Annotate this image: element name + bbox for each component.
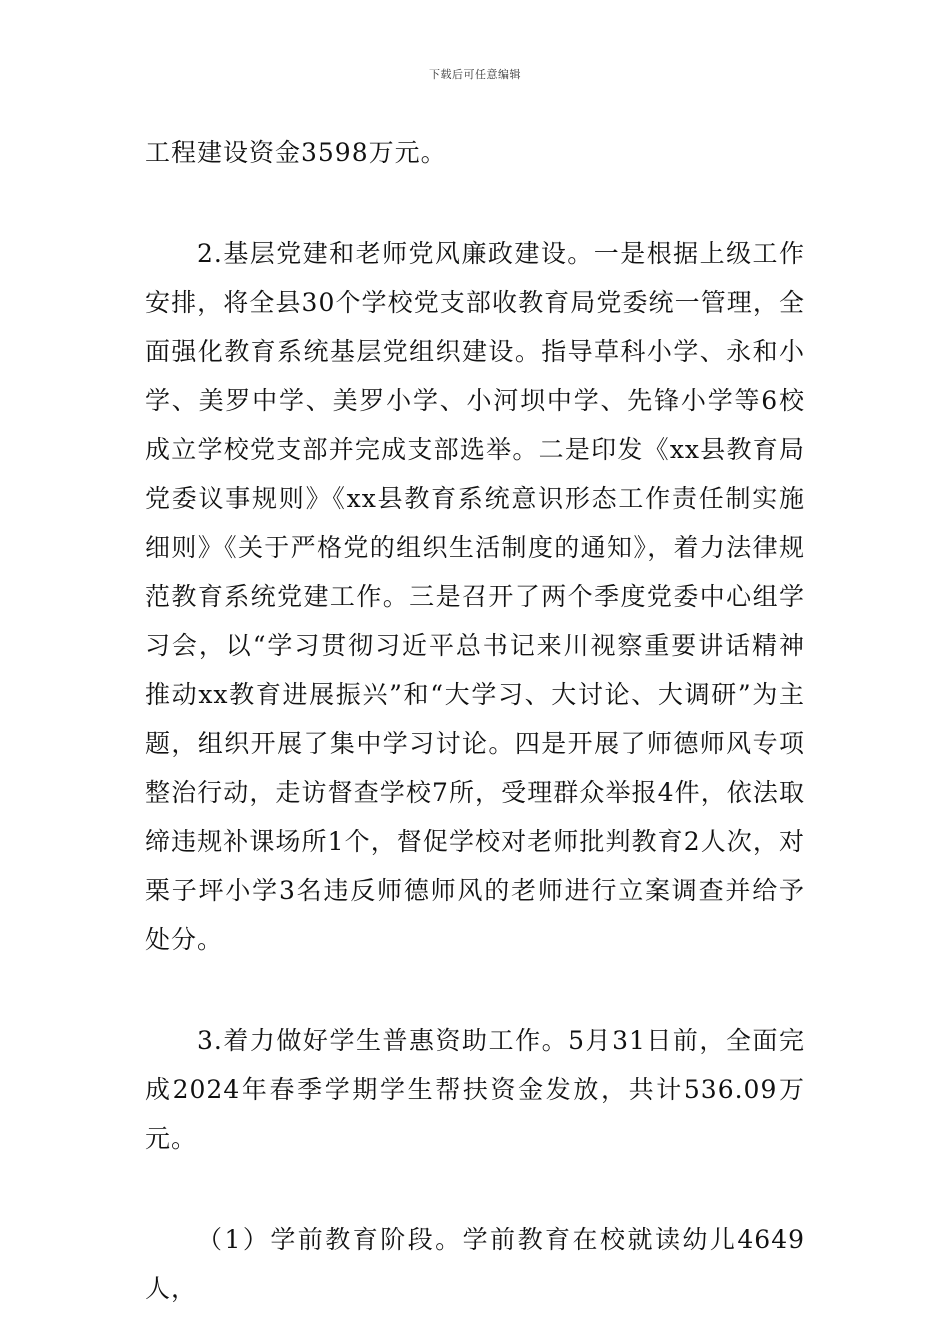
paragraph-student-aid: 3.着力做好学生普惠资助工作。5月31日前，全面完成2024年春季学期学生帮扶资金发放，共计536.09万元。 bbox=[145, 1026, 805, 1153]
page-header: 下载后可任意编辑 bbox=[429, 68, 521, 81]
paragraph-continuation: 工程建设资金3598万元。 bbox=[145, 138, 447, 167]
document-body bbox=[145, 128, 805, 1313]
paragraph-party-building: 2.基层党建和老师党风廉政建设。一是根据上级工作安排，将全县30个学校党支部收教育局党委统一管理，全面强化教育系统基层党组织建设。指导草科小学、永和小学、美罗中学、美罗小学、小河坝中学、先锋小学等6校成立学校党支部并完成支部选举。二是印发《xx县教育局党委议事规则》《xx县教育系统意识形态工作责任制实施细则》《关于严格党的组织生活制度的通知》，着力法律规范教育系统党建工作。三是召开了两个季度党委中心组学习会，以“学习贯彻习近平总书记来川视察重要讲话精神推动xx教育进展振兴”和“大学习、大讨论、大调研”为主题，组织开展了集中学习讨论。四是开展了师德师风专项整治行动，走访督查学校7所，受理群众举报4件，依法取缔违规补课场所1个，督促学校对老师批判教育2人次，对栗子坪小学3名违反师德师风的老师进行立案调查并给予处分。 bbox=[145, 239, 805, 954]
paragraph-preschool: （1）学前教育阶段。学前教育在校就读幼儿4649人， bbox=[145, 1225, 805, 1303]
